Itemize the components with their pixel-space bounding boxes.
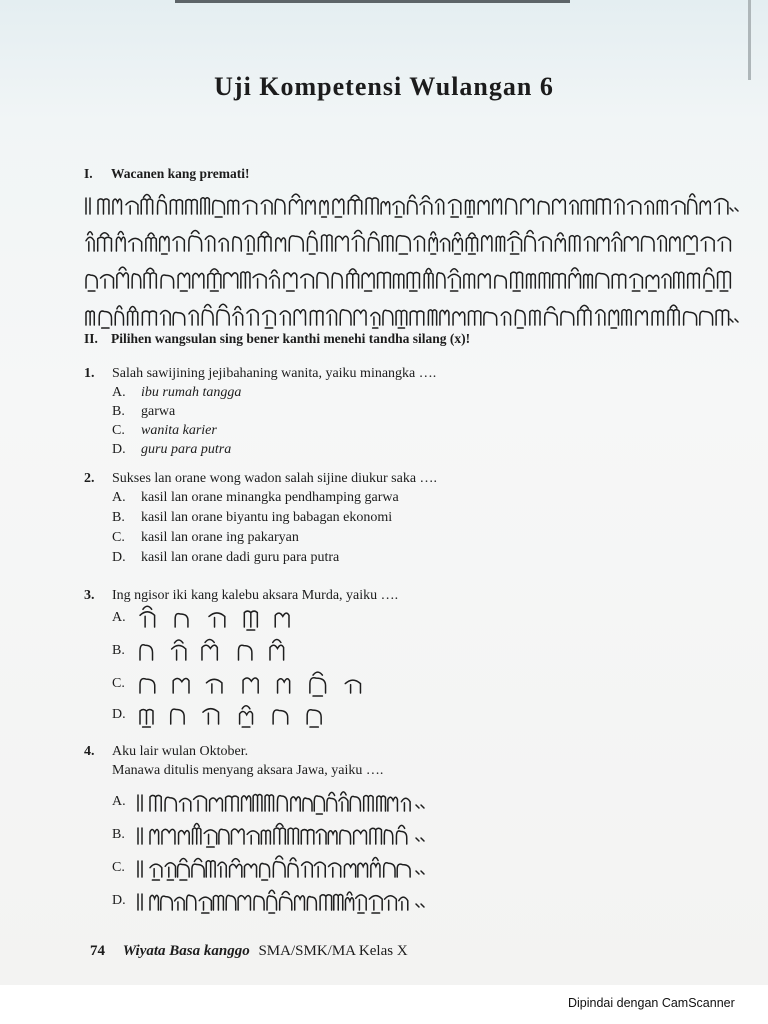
question-text: Aku lair wulan Oktober. — [112, 744, 249, 759]
option-letter: D. — [112, 893, 126, 908]
book-title: Wiyata Basa kanggo — [122, 943, 250, 959]
javanese-script-line — [136, 822, 436, 850]
option-letter: B. — [112, 404, 125, 419]
option-text: ibu rumah tangga — [141, 385, 242, 400]
javanese-script-glyphs — [136, 605, 366, 631]
option-letter: B. — [112, 827, 125, 842]
page-edge-mark — [748, 0, 751, 80]
question-1 — [84, 366, 744, 466]
page-title: Uji Kompetensi Wulangan 6 — [214, 72, 554, 101]
option-letter: B. — [112, 510, 125, 525]
option-letter: C. — [112, 530, 125, 545]
javanese-line — [84, 190, 742, 222]
question-text: Sukses lan orane wong wadon salah sijine diukur saka …. — [112, 471, 438, 486]
book-level: SMA/SMK/MA Kelas X — [258, 943, 408, 959]
option-d[interactable] — [112, 888, 452, 916]
option-text: garwa — [141, 404, 176, 419]
option-letter: A. — [112, 610, 126, 625]
section-2-number: II. — [84, 331, 98, 346]
section-2-heading — [84, 331, 684, 349]
option-b[interactable] — [112, 822, 452, 850]
option-text: wanita karier — [141, 423, 217, 438]
page-footer — [90, 943, 408, 960]
javanese-script-glyphs — [136, 671, 406, 697]
option-letter: D. — [112, 442, 126, 457]
section-1-text: Wacanen kang premati! — [111, 166, 250, 181]
javanese-script-line — [136, 789, 436, 817]
question-number: 4. — [84, 744, 95, 759]
option-a[interactable] — [112, 605, 372, 631]
option-letter: C. — [112, 423, 125, 438]
page-number: 74 — [90, 943, 105, 959]
section-2-text: Pilihen wangsulan sing bener kanthi menehi tandha silang (x)! — [111, 331, 471, 346]
option-letter: A. — [112, 490, 126, 505]
option-letter: A. — [112, 385, 126, 400]
javanese-line — [84, 301, 742, 333]
question-2 — [84, 471, 744, 571]
javanese-script-line — [136, 855, 436, 883]
option-d[interactable] — [112, 702, 372, 728]
option-text: guru para putra — [141, 442, 232, 457]
question-text: Salah sawijining jejibahaning wanita, yaiku minangka …. — [112, 366, 437, 381]
option-letter: D. — [112, 707, 126, 722]
question-number: 3. — [84, 588, 95, 603]
question-text-line-2: Manawa ditulis menyang aksara Jawa, yaiku …. — [112, 763, 384, 778]
question-4 — [84, 744, 744, 924]
question-number: 2. — [84, 471, 95, 486]
javanese-line — [84, 227, 742, 259]
question-number: 1. — [84, 366, 95, 381]
javanese-script-line — [136, 888, 436, 916]
javanese-line — [84, 264, 742, 296]
option-c[interactable] — [112, 671, 412, 697]
section-1-heading — [84, 166, 684, 184]
option-b[interactable] — [112, 638, 372, 664]
option-text: kasil lan orane dadi guru para putra — [141, 550, 340, 565]
option-c[interactable] — [112, 855, 452, 883]
option-letter: A. — [112, 794, 126, 809]
question-text: Ing ngisor iki kang kalebu aksara Murda, yaiku …. — [112, 588, 399, 603]
option-letter: C. — [112, 676, 125, 691]
option-text: kasil lan orane minangka pendhamping garwa — [141, 490, 399, 505]
scanner-watermark: Dipindai dengan CamScanner — [568, 996, 735, 1010]
section-1-number: I. — [84, 166, 93, 181]
option-letter: C. — [112, 860, 125, 875]
javanese-reading-passage — [84, 190, 742, 338]
question-3 — [84, 588, 744, 728]
option-text: kasil lan orane biyantu ing babagan ekonomi — [141, 510, 393, 525]
javanese-script-glyphs — [136, 702, 366, 728]
option-letter: B. — [112, 643, 125, 658]
page-top-edge — [175, 0, 570, 3]
option-text: kasil lan orane ing pakaryan — [141, 530, 299, 545]
option-a[interactable] — [112, 789, 452, 817]
option-letter: D. — [112, 550, 126, 565]
javanese-script-glyphs — [136, 638, 366, 664]
